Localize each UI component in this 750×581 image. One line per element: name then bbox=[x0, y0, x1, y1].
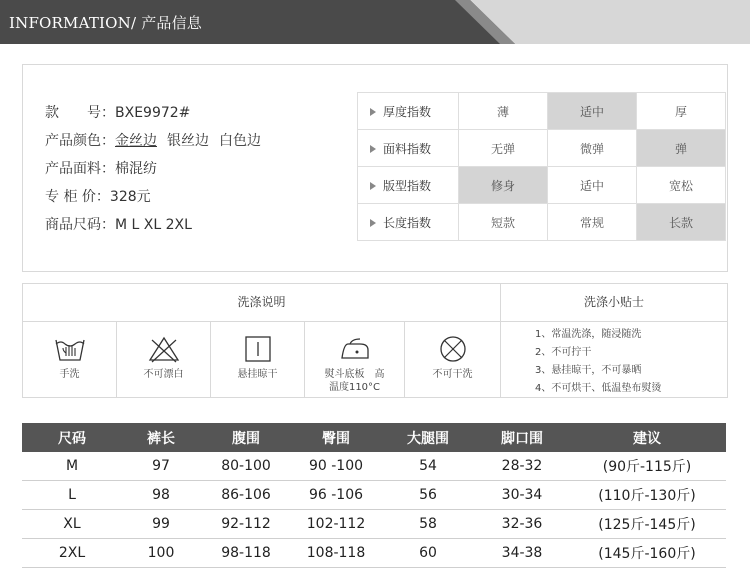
care-caption: 悬挂晾干 bbox=[237, 369, 278, 380]
index-option: 常规 bbox=[548, 204, 637, 241]
fabric-value: 棉混纺 bbox=[115, 161, 157, 177]
index-option: 短款 bbox=[459, 204, 548, 241]
table-cell: (90斤-115斤) bbox=[568, 452, 726, 481]
care-symbols bbox=[23, 322, 501, 397]
color-option-silver[interactable]: 银丝边 bbox=[167, 133, 209, 149]
table-row bbox=[22, 539, 726, 568]
column-header-waist: 腹围 bbox=[200, 423, 292, 452]
table-cell: 34-38 bbox=[476, 539, 568, 568]
length-index-row bbox=[358, 204, 726, 241]
index-option: 微弹 bbox=[548, 130, 637, 167]
care-caption: 不可漂白 bbox=[143, 369, 184, 380]
price-label: 专 柜 价： bbox=[45, 189, 110, 205]
fit-index-label: 版型指数 bbox=[358, 167, 459, 204]
table-cell: 90 -100 bbox=[292, 452, 380, 481]
table-cell: L bbox=[22, 481, 122, 510]
style-number-label: 款 号： bbox=[45, 105, 115, 121]
banner-title: INFORMATION/ 产品信息 bbox=[9, 14, 202, 32]
index-option-selected: 长款 bbox=[637, 204, 726, 241]
table-cell: 97 bbox=[122, 452, 200, 481]
care-no-dry-clean bbox=[405, 322, 501, 397]
wash-tip: 1、常温洗涤，随浸随洗 bbox=[535, 329, 642, 340]
triangle-right-icon bbox=[370, 182, 376, 190]
column-header-size: 尺码 bbox=[22, 423, 122, 452]
fabric-label: 产品面料： bbox=[45, 161, 115, 177]
product-info-panel bbox=[22, 64, 728, 272]
product-info-list bbox=[45, 99, 271, 239]
hand-wash-icon bbox=[53, 334, 87, 364]
table-cell: 30-34 bbox=[476, 481, 568, 510]
iron-icon bbox=[338, 334, 372, 364]
style-number-value: BXE9972# bbox=[115, 105, 191, 121]
table-cell: XL bbox=[22, 510, 122, 539]
triangle-right-icon bbox=[370, 145, 376, 153]
care-no-bleach bbox=[117, 322, 211, 397]
no-dry-clean-icon bbox=[436, 334, 470, 364]
price-value: 328元 bbox=[109, 189, 151, 205]
color-row bbox=[45, 127, 271, 155]
table-cell: 2XL bbox=[22, 539, 122, 568]
fit-index-row bbox=[358, 167, 726, 204]
table-cell: 58 bbox=[380, 510, 476, 539]
care-hand-wash bbox=[23, 322, 117, 397]
table-cell: (110斤-130斤) bbox=[568, 481, 726, 510]
style-number-row bbox=[45, 99, 271, 127]
index-option: 厚 bbox=[637, 93, 726, 130]
care-caption: 不可干洗 bbox=[432, 369, 473, 380]
table-cell: 92-112 bbox=[200, 510, 292, 539]
table-cell: 56 bbox=[380, 481, 476, 510]
care-caption: 手洗 bbox=[59, 369, 80, 380]
fabric-index-row bbox=[358, 130, 726, 167]
size-value: M L XL 2XL bbox=[115, 217, 192, 233]
table-cell: (145斤-160斤) bbox=[568, 539, 726, 568]
size-row bbox=[45, 211, 271, 239]
thickness-index-row bbox=[358, 93, 726, 130]
no-bleach-icon bbox=[147, 334, 181, 364]
column-header-length: 裤长 bbox=[122, 423, 200, 452]
table-cell: 98 bbox=[122, 481, 200, 510]
column-header-suggestion: 建议 bbox=[568, 423, 726, 452]
index-option: 适中 bbox=[548, 167, 637, 204]
column-header-hem: 脚口围 bbox=[476, 423, 568, 452]
table-row bbox=[22, 452, 726, 481]
fabric-index-label: 面料指数 bbox=[358, 130, 459, 167]
table-cell: 100 bbox=[122, 539, 200, 568]
wash-tip: 2、不可拧干 bbox=[535, 347, 592, 358]
wash-header: 洗涤说明 bbox=[23, 284, 501, 322]
table-cell: 98-118 bbox=[200, 539, 292, 568]
index-option-selected: 修身 bbox=[459, 167, 548, 204]
column-header-thigh: 大腿围 bbox=[380, 423, 476, 452]
table-cell: 96 -106 bbox=[292, 481, 380, 510]
wash-tips-header: 洗涤小贴士 bbox=[501, 284, 727, 322]
size-label: 商品尺码： bbox=[45, 217, 115, 233]
section-banner bbox=[0, 0, 750, 44]
wash-tip: 4、不可烘干、低温垫布熨烫 bbox=[535, 383, 662, 394]
hang-dry-icon bbox=[241, 334, 275, 364]
care-caption: 熨斗底板 高 温度110°C bbox=[324, 369, 385, 393]
wash-instructions-panel bbox=[22, 283, 728, 398]
length-index-label: 长度指数 bbox=[358, 204, 459, 241]
wash-tips-list bbox=[535, 326, 661, 398]
index-option-selected: 弹 bbox=[637, 130, 726, 167]
index-option: 薄 bbox=[459, 93, 548, 130]
table-cell: 99 bbox=[122, 510, 200, 539]
index-option: 宽松 bbox=[637, 167, 726, 204]
table-cell: (125斤-145斤) bbox=[568, 510, 726, 539]
wash-tip: 3、悬挂晾干，不可暴晒 bbox=[535, 365, 642, 376]
price-row bbox=[45, 183, 271, 211]
care-iron bbox=[305, 322, 405, 397]
color-label: 产品颜色： bbox=[45, 133, 115, 149]
size-chart-header-row bbox=[22, 423, 726, 452]
color-option-gold[interactable]: 金丝边 bbox=[115, 133, 157, 149]
table-cell: 86-106 bbox=[200, 481, 292, 510]
table-cell: 32-36 bbox=[476, 510, 568, 539]
table-cell: 102-112 bbox=[292, 510, 380, 539]
fabric-row bbox=[45, 155, 271, 183]
triangle-right-icon bbox=[370, 219, 376, 227]
table-row bbox=[22, 510, 726, 539]
table-row bbox=[22, 481, 726, 510]
size-chart-table bbox=[22, 423, 726, 568]
table-cell: 28-32 bbox=[476, 452, 568, 481]
index-option: 无弹 bbox=[459, 130, 548, 167]
table-cell: 60 bbox=[380, 539, 476, 568]
color-option-white[interactable]: 白色边 bbox=[219, 133, 261, 149]
index-option-selected: 适中 bbox=[548, 93, 637, 130]
table-cell: M bbox=[22, 452, 122, 481]
table-cell: 80-100 bbox=[200, 452, 292, 481]
care-hang-dry bbox=[211, 322, 305, 397]
fit-index-table bbox=[357, 92, 726, 241]
table-cell: 108-118 bbox=[292, 539, 380, 568]
thickness-index-label: 厚度指数 bbox=[358, 93, 459, 130]
triangle-right-icon bbox=[370, 108, 376, 116]
table-cell: 54 bbox=[380, 452, 476, 481]
column-header-hip: 臀围 bbox=[292, 423, 380, 452]
